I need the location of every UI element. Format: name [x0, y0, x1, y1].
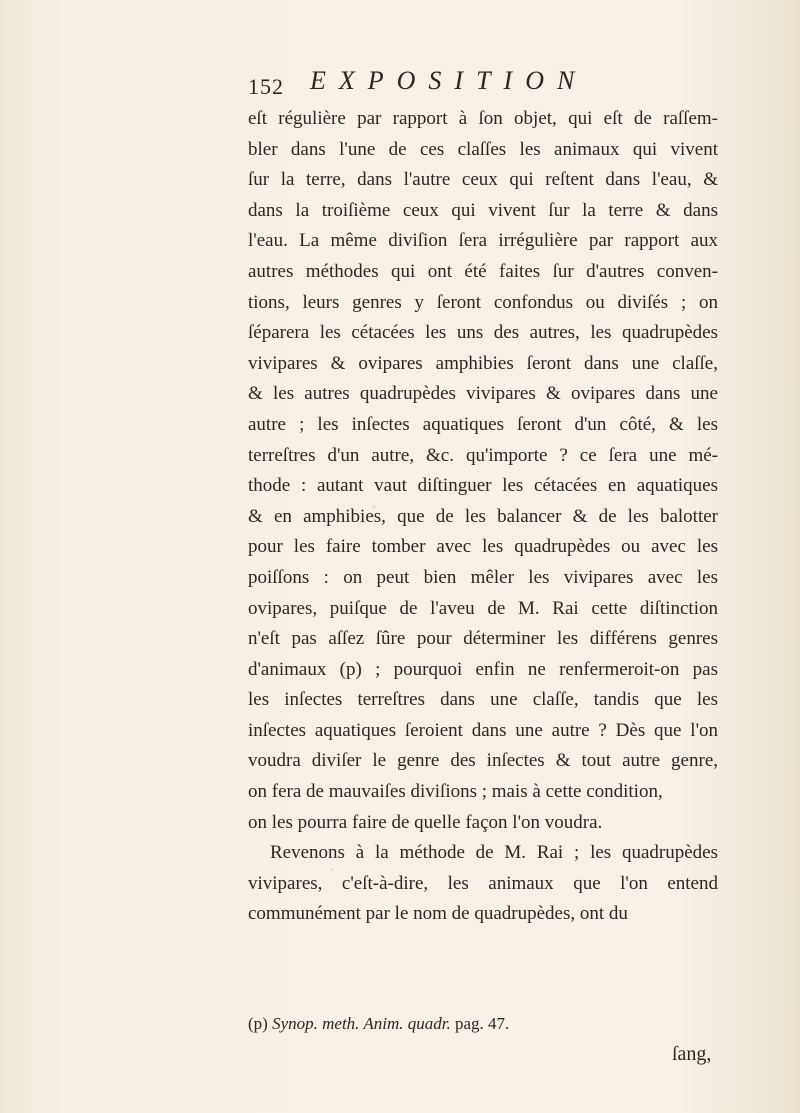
footnote-text: Synop. meth. Anim. quadr. [272, 1014, 451, 1033]
text-line: les inſectes terreſtres dans une claſſe, tandis que les [248, 689, 718, 711]
text-line: ſéparera les cétacées les uns des autres, les quadrupèdes [248, 322, 718, 344]
text-line: Revenons à la méthode de M. Rai ; les quadrupèdes [270, 842, 718, 864]
running-title: EXPOSITION [310, 66, 588, 95]
text-line: voudra diviſer le genre des inſectes & tout autre genre, [248, 750, 718, 772]
catchword: ſang, [672, 1043, 712, 1065]
footnote [248, 1014, 718, 1034]
text-line: autre ; les inſectes aquatiques ſeront d'un côté, & les [248, 413, 718, 435]
text-line: communément par le nom de quadrupèdes, ont du [248, 903, 628, 925]
text-line: on fera de mauvaiſes diviſions ; mais à cette condition, [248, 781, 663, 803]
text-line: poiſſons : on peut bien mêler les vivipares avec les [248, 566, 718, 588]
text-line: autres méthodes qui ont été faites ſur d'autres conven- [248, 260, 718, 282]
text-line: vivipares, c'eſt-à-dire, les animaux que l'on entend [248, 872, 718, 894]
text-line: eſt régulière par rapport à ſon objet, qui eſt de raſſem- [248, 108, 718, 129]
text-line: bler dans l'une de ces claſſes les animaux qui vivent [248, 138, 718, 160]
text-line: d'animaux (p) ; pourquoi enfin ne renfermeroit-on pas [248, 658, 718, 680]
text-line: pour les faire tomber avec les quadrupèdes ou avec les [248, 536, 718, 558]
footnote-page-ref: pag. 47. [454, 1014, 510, 1033]
text-line: dans la troiſième ceux qui vivent ſur la terre & dans [248, 199, 718, 221]
text-line: ovipares, puiſque de l'aveu de M. Rai cette diſtinction [248, 597, 718, 619]
text-line: n'eſt pas aſſez ſûre pour déterminer les différens genres [248, 628, 718, 650]
text-line: ſur la terre, dans l'autre ceux qui reſtent dans l'eau, & [248, 169, 718, 191]
text-line: thode : autant vaut diſtinguer les cétacées en aquatiques [248, 475, 718, 497]
page-header [248, 66, 718, 100]
body-text [248, 104, 718, 930]
text-line: terreſtres d'un autre, &c. qu'importe ? ce ſera une mé- [248, 444, 718, 466]
text-line: tions, leurs genres y ſeront confondus ou diviſés ; on [248, 291, 718, 313]
text-line: & en amphibies, que de les balancer & de les balotter [248, 505, 718, 527]
text-line: l'eau. La même diviſion ſera irrégulière par rapport aux [248, 230, 718, 252]
page-number: 152 [248, 74, 284, 99]
text-line: on les pourra faire de quelle façon l'on voudra. [248, 811, 603, 833]
footnote-marker: (p) [248, 1014, 268, 1033]
text-line: & les autres quadrupèdes vivipares & ovipares dans une [248, 383, 718, 405]
text-line: inſectes aquatiques ſeroient dans une autre ? Dès que l'on [248, 719, 718, 741]
text-line: vivipares & ovipares amphibies ſeront dans une claſſe, [248, 352, 718, 374]
